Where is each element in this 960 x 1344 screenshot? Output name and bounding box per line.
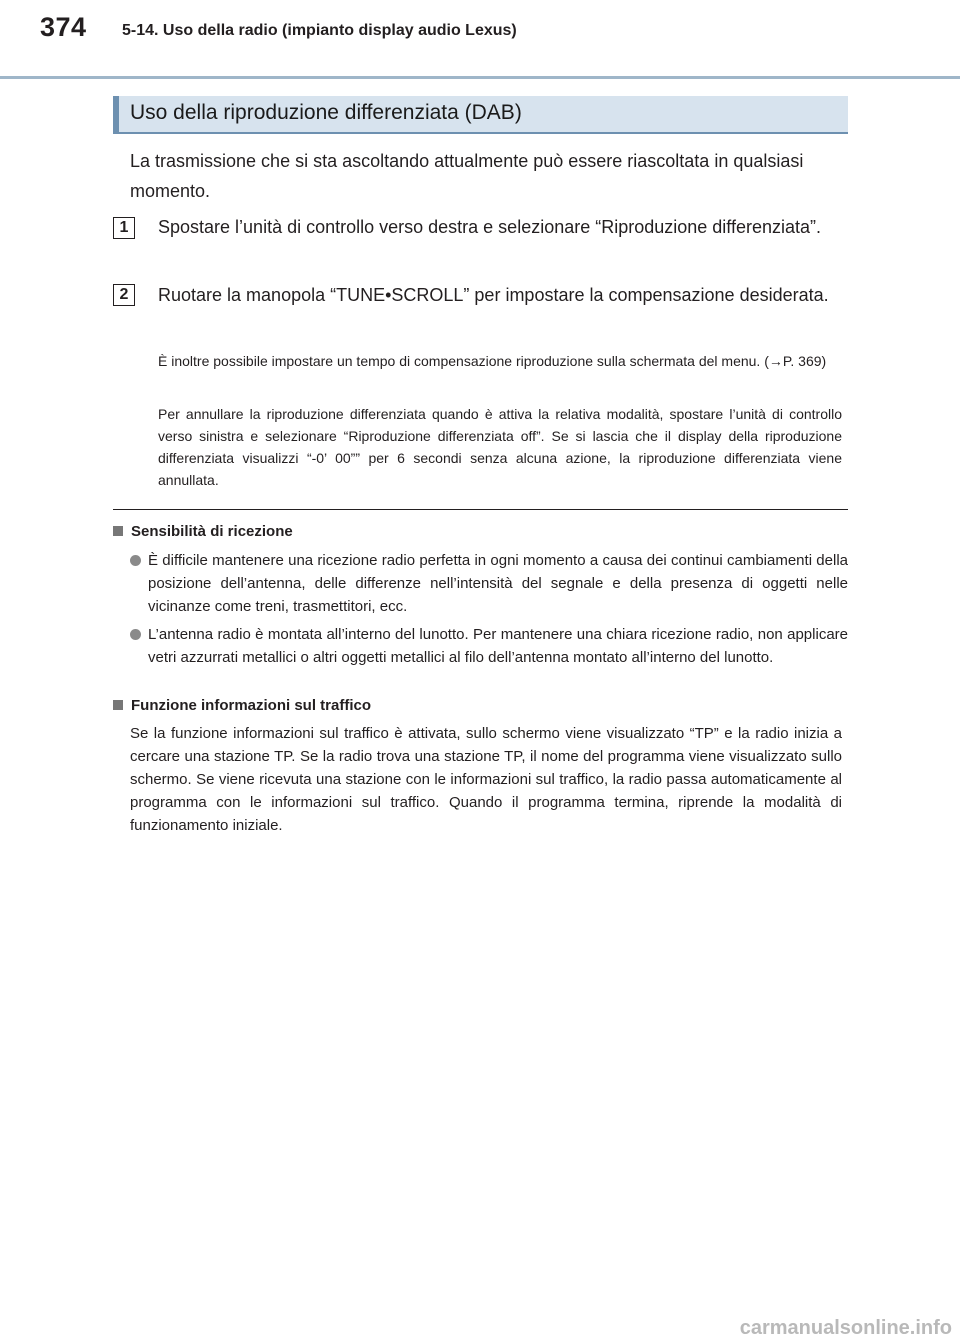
step-number-1: 1 (113, 217, 135, 239)
watermark: carmanualsonline.info (739, 1317, 952, 1339)
section-underline (113, 132, 848, 134)
bullet-dot-icon (130, 629, 141, 640)
square-bullet-icon (113, 700, 123, 710)
traffic-heading (113, 697, 371, 714)
page-number: 374 (40, 12, 87, 42)
traffic-heading-text: Funzione informazioni sul traffico (131, 697, 371, 714)
step-text-1: Spostare l’unità di controllo verso destra e selezionare “Riproduzione differenziata”. (158, 217, 822, 237)
header-rule (0, 76, 960, 79)
note-cancel-playback: Per annullare la riproduzione differenziata quando è attiva la relativa modalità, spostare l’unità di controllo verso sinistra e selezionare “Riproduzione differenziata off”. Se si lascia che il display della riproduzione differenziata visualizzi “-0’ 00”” per 6 secondi senza alcuna azione, la riproduzione differenziata viene annullata. (158, 406, 842, 488)
section-divider (113, 509, 848, 510)
list-item-text: L’antenna radio è montata all’interno del lunotto. Per mantenere una chiara ricezione radio, non applicare vetri azzurrati metallici o altri oggetti metallici al filo dell’antenna montato all’interno del lunotto. (148, 626, 848, 666)
list-item (130, 549, 848, 618)
section-header (113, 96, 848, 134)
reception-heading (113, 523, 293, 540)
traffic-body: Se la funzione informazioni sul traffico è attivata, sullo schermo viene visualizzato “TP” e la radio inizia a cercare una stazione TP. Se la radio trova una stazione TP, il nome del programma viene visualizzato sullo schermo. Se viene ricevuta una stazione con le informazioni sul traffico, la radio passa automaticamente al programma con le informazioni sul traffico. Quando il programma termina, riprende la modalità di funzionamento iniziale. (130, 725, 842, 834)
step-number-2: 2 (113, 284, 135, 306)
list-item-text: È difficile mantenere una ricezione radio perfetta in ogni momento a causa dei continui cambiamenti della posizione dell’antenna, delle differenze nell’intensità del segnale e della presenza di oggetti nelle vicinanze come treni, trasmettitori, ecc. (148, 552, 848, 615)
bullet-dot-icon (130, 555, 141, 566)
chapter-title: 5-14. Uso della radio (impianto display audio Lexus) (122, 22, 517, 39)
section-accent (113, 96, 119, 134)
section-title: Uso della riproduzione differenziata (DAB) (130, 101, 522, 124)
reception-heading-text: Sensibilità di ricezione (131, 523, 293, 540)
list-item (130, 623, 848, 669)
intro-text: La trasmissione che si sta ascoltando attualmente può essere riascoltata in qualsiasi momento. (130, 151, 804, 201)
step-text-2: Ruotare la manopola “TUNE•SCROLL” per impostare la compensazione desiderata. (158, 285, 829, 305)
square-bullet-icon (113, 526, 123, 536)
note-compensation-menu: È inoltre possibile impostare un tempo di compensazione riproduzione sulla schermata del menu. (→P. 369) (158, 353, 827, 369)
